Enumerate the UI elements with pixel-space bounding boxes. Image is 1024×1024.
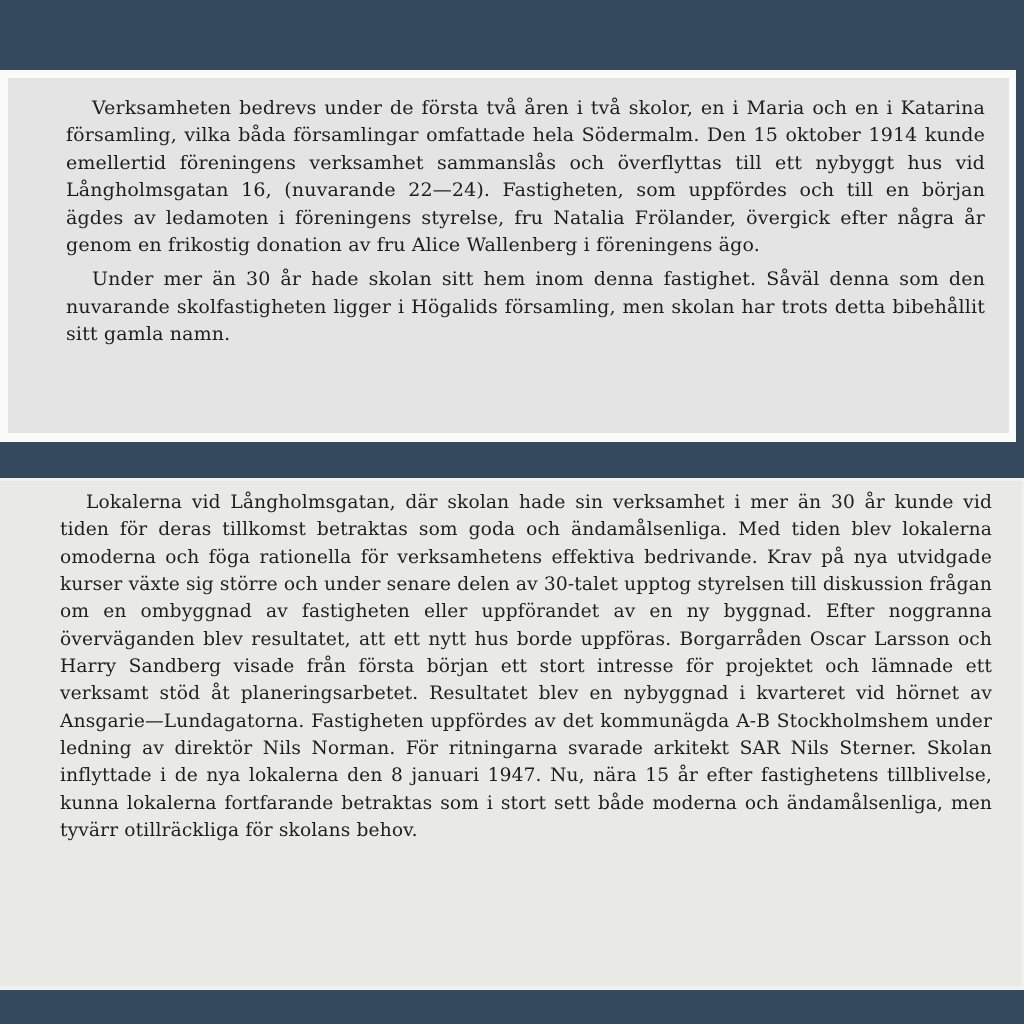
top-paragraph-1: Verksamheten bedrevs under de första två åren i två skolor, en i Maria och en i Katarina församling, vilka båda församlingar omfattade hela Södermalm. Den 15 oktober 1914 kunde emellertid föreningens verksamhet sammanslås och överflyttas till ett nybyggt hus vid Långholmsgatan 16, (nuvarande 22—24). Fastigheten, som uppfördes och till en början ägdes av ledamoten i föreningens styrelse, fru Natalia Frölander, övergick efter några år genom en frikostig donation av fru Alice Wallenberg i föreningens ägo. — [66, 97, 985, 257]
bottom-excerpt-page — [0, 481, 1022, 986]
top-paragraph-2: Under mer än 30 år hade skolan sitt hem inom denna fastighet. Såväl denna som den nuvarande skolfastigheten ligger i Högalids församling, men skolan har trots detta bibehållit sitt gamla namn. — [66, 268, 985, 346]
bottom-excerpt-card — [0, 478, 1024, 990]
bottom-paragraph-1: Lokalerna vid Långholmsgatan, där skolan hade sin verksamhet i mer än 30 år kunde vid tiden för deras tillkomst betraktas som goda och ändamålsenliga. Med tiden blev lokalerna omoderna och föga rationella för verksamhetens effektiva bedrivande. Krav på nya utvidgade kurser växte sig större och under senare delen av 30-talet upptog styrelsen till diskussion frågan om en ombyggnad av fastigheten eller uppförandet av en ny byggnad. Efter noggranna överväganden blev resultatet, att ett nytt hus borde uppföras. Borgarråden Oscar Larsson och Harry Sandberg visade från första början ett stort intresse för projektet och lämnade ett verksamt stöd åt planeringsarbetet. Resultatet blev en nybyggnad i kvarteret vid hörnet av Ansgarie—Lundagatorna. Fastigheten uppfördes av det kommunägda A-B Stockholmshem under ledning av direktör Nils Norman. För ritningarna svarade arkitekt SAR Nils Sterner. Skolan inflyttade i de nya lokalerna den 8 januari 1947. Nu, nära 15 år efter fastighetens tillblivelse, kunna lokalerna fortfarande betraktas som i stort sett både moderna och ändamålsenliga, men tyvärr otillräckliga för skolans behov. — [60, 492, 992, 842]
top-excerpt-card — [0, 70, 1016, 442]
top-excerpt-page — [8, 78, 1009, 433]
